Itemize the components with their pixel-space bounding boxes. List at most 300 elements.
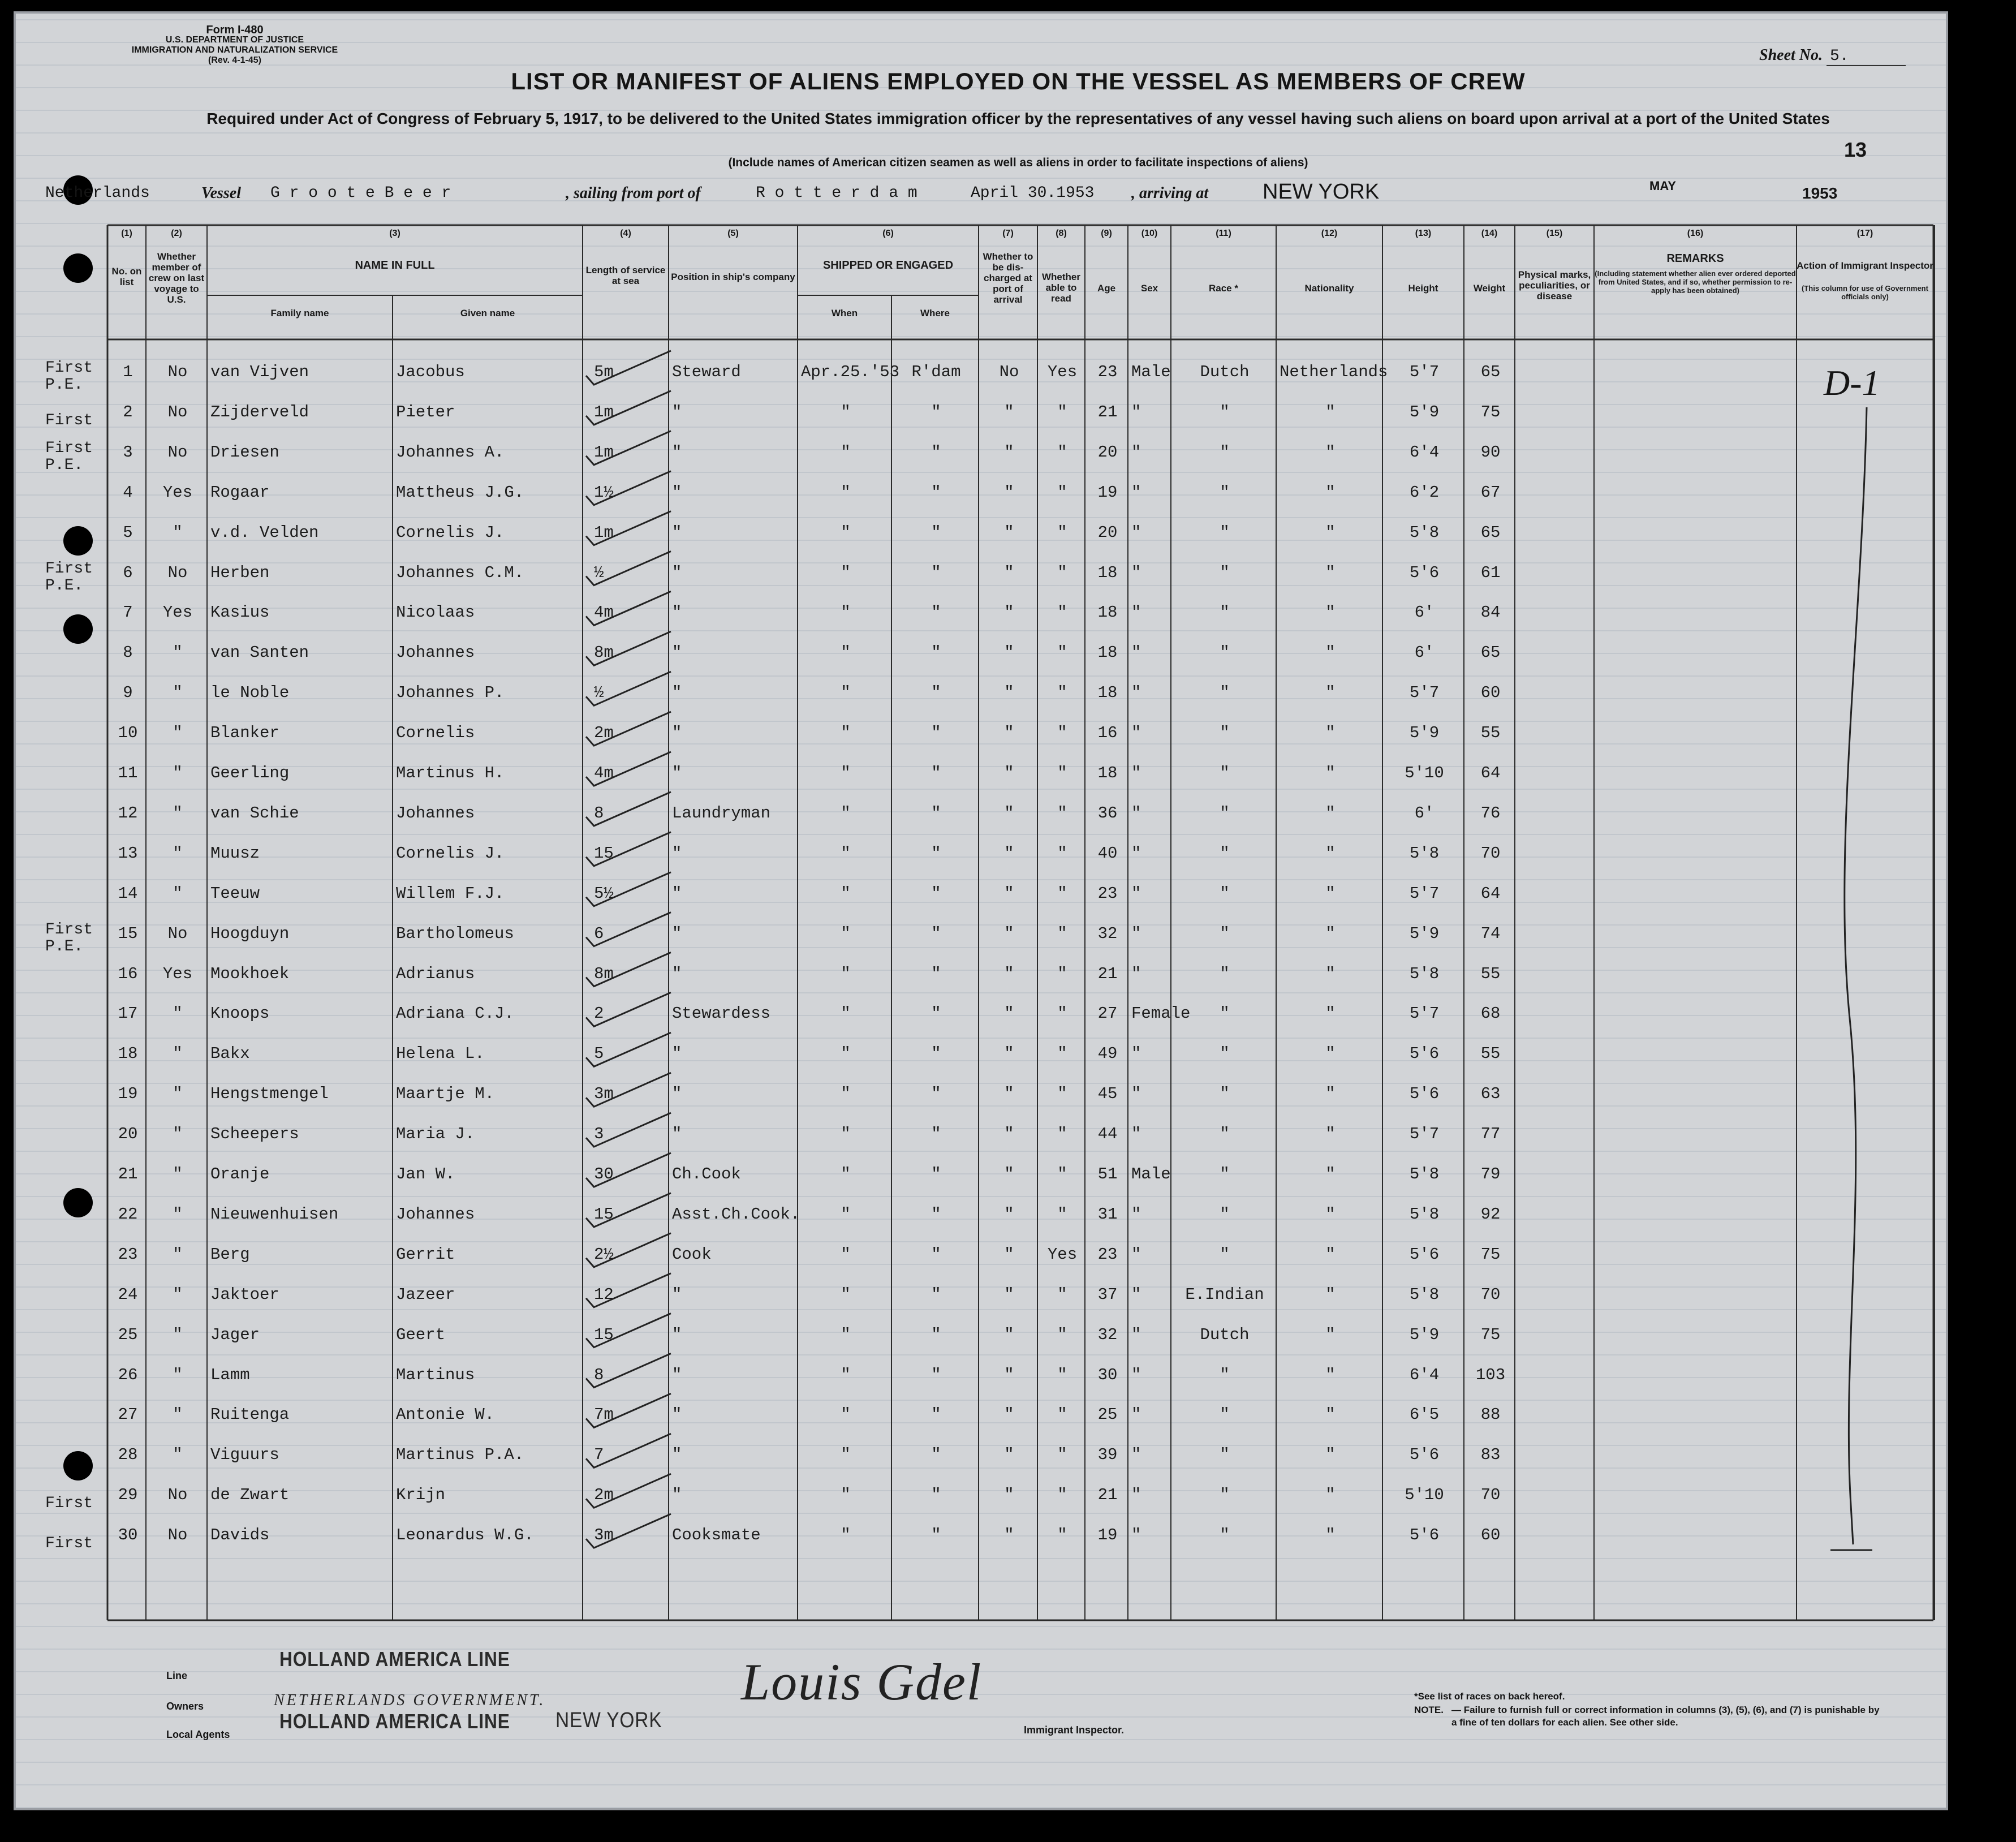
cell-sex: " (1131, 1405, 1141, 1424)
cell-sex: " (1131, 483, 1141, 502)
cell-sex: " (1131, 884, 1141, 903)
cell-member: No (167, 924, 188, 943)
cell-age: 19 (1097, 483, 1118, 502)
cell-when: " (841, 683, 851, 703)
cell-height: 5'7 (1409, 683, 1440, 703)
cell-where: " (931, 643, 941, 662)
cell-length-service: 1m (594, 523, 614, 542)
cell-race: " (1220, 924, 1230, 943)
cell-where: " (931, 523, 941, 542)
cell-family-name: Lamm (210, 1365, 250, 1384)
cell-race: " (1220, 523, 1230, 542)
column-number: (5) (727, 229, 739, 238)
cell-member: No (167, 1526, 188, 1545)
cell-able-to-read: " (1057, 402, 1067, 421)
cell-when: " (841, 603, 851, 622)
column-number: (10) (1141, 229, 1158, 238)
cell-weight: 76 (1480, 803, 1501, 823)
cell-when: " (841, 563, 851, 582)
column-number: (6) (882, 229, 894, 238)
cell-sex: Female (1131, 1004, 1191, 1023)
cell-age: 37 (1097, 1285, 1118, 1304)
cell-position: " (672, 563, 682, 582)
cell-weight: 75 (1480, 1325, 1501, 1344)
cell-sex: " (1131, 683, 1141, 703)
cell-age: 23 (1097, 1245, 1118, 1264)
cell-sex: " (1131, 603, 1141, 622)
column-number: (12) (1321, 229, 1338, 238)
cell-member: No (167, 363, 188, 381)
cell-nationality: " (1325, 603, 1336, 622)
cell-when: " (841, 924, 851, 943)
cell-position: " (672, 1405, 682, 1424)
cell-nationality: " (1325, 1325, 1336, 1344)
cell-race: " (1220, 1365, 1230, 1384)
cell-sex: " (1131, 724, 1141, 743)
cell-given-name: Mattheus J.G. (396, 483, 524, 502)
cell-position: " (672, 683, 682, 703)
cell-given-name: Martinus (396, 1365, 475, 1384)
cell-position: " (672, 1125, 682, 1144)
cell-sex: " (1131, 1044, 1141, 1064)
cell-member: No (167, 1486, 188, 1505)
cell-where: " (931, 1165, 941, 1183)
cell-nationality: " (1325, 764, 1336, 782)
cell-able-to-read: " (1057, 442, 1067, 462)
cell-weight: 61 (1480, 563, 1501, 582)
cell-family-name: v.d. Velden (210, 523, 319, 542)
cell-length-service: 5m (594, 363, 614, 381)
cell-weight: 55 (1480, 964, 1501, 983)
header-age: Age (1097, 283, 1116, 294)
cell-able-to-read: " (1057, 1084, 1067, 1104)
races-note: *See list of races on back hereof. (1414, 1691, 1565, 1702)
include-note: (Include names of American citizen seamen as well as aliens in order to facilitate inspections of aliens) (728, 156, 1308, 169)
cell-no: 1 (123, 363, 133, 381)
cell-given-name: Gerrit (396, 1245, 455, 1264)
header-where: Where (920, 308, 950, 319)
cell-able-to-read: " (1057, 643, 1067, 662)
cell-given-name: Jacobus (396, 363, 465, 381)
cell-family-name: Davids (210, 1526, 270, 1545)
cell-member: " (173, 1325, 183, 1344)
column-number: (2) (171, 229, 182, 238)
cell-length-service: 3m (594, 1084, 614, 1104)
sheet-label: Sheet No. (1759, 46, 1823, 64)
cell-member: " (173, 884, 183, 903)
cell-discharged: " (1004, 1405, 1014, 1424)
cell-no: 6 (123, 563, 133, 582)
cell-nationality: " (1325, 1245, 1336, 1264)
header-shipped-engaged: SHIPPED OR ENGAGED (822, 259, 954, 272)
vessel-label: Vessel (201, 184, 241, 202)
cell-age: 32 (1097, 1325, 1118, 1344)
cell-age: 39 (1097, 1445, 1118, 1465)
cell-race: " (1220, 402, 1230, 421)
cell-height: 5'9 (1409, 402, 1440, 421)
cell-no: 24 (118, 1285, 138, 1304)
header-position: Position in ship's company (671, 272, 795, 282)
cell-sex: " (1131, 1365, 1141, 1384)
cell-length-service: 8m (594, 964, 614, 983)
cell-weight: 79 (1480, 1165, 1501, 1183)
line-value: HOLLAND AMERICA LINE (279, 1647, 510, 1671)
cell-weight: 63 (1480, 1084, 1501, 1104)
cell-family-name: Mookhoek (210, 964, 290, 983)
cell-no: 28 (118, 1445, 138, 1465)
cell-when: " (841, 764, 851, 782)
cell-height: 5'6 (1409, 1044, 1440, 1064)
cell-discharged: " (1004, 884, 1014, 903)
margin-note: First (45, 411, 93, 429)
cell-height: 5'7 (1409, 1004, 1440, 1023)
cell-discharged: " (1004, 643, 1014, 662)
cell-able-to-read: " (1057, 803, 1067, 823)
cell-no: 5 (123, 523, 133, 542)
cell-family-name: Berg (210, 1245, 250, 1264)
cell-where: " (931, 1486, 941, 1505)
cell-discharged: " (1004, 442, 1014, 462)
cell-height: 5'6 (1409, 563, 1440, 582)
cell-age: 30 (1097, 1365, 1118, 1384)
cell-no: 3 (123, 442, 133, 462)
cell-nationality: " (1325, 803, 1336, 823)
cell-able-to-read: " (1057, 683, 1067, 703)
cell-length-service: 2m (594, 1486, 614, 1505)
cell-member: " (173, 1004, 183, 1023)
cell-position: " (672, 964, 682, 983)
cell-length-service: 4m (594, 764, 614, 782)
page-number: 13 (1844, 138, 1867, 161)
cell-age: 45 (1097, 1084, 1118, 1104)
header-height: Height (1408, 283, 1438, 294)
cell-able-to-read: " (1057, 764, 1067, 782)
cell-sex: " (1131, 1445, 1141, 1465)
cell-when: " (841, 724, 851, 743)
cell-family-name: van Santen (210, 643, 309, 662)
cell-race: Dutch (1200, 363, 1250, 381)
cell-position: Cooksmate (672, 1526, 761, 1545)
cell-member: Yes (162, 964, 193, 983)
margin-note: First P.E. (45, 439, 93, 474)
cell-family-name: Bakx (210, 1044, 250, 1064)
cell-member: " (173, 1204, 183, 1224)
cell-sex: Male (1131, 363, 1171, 381)
cell-length-service: ½ (594, 683, 604, 703)
cell-no: 4 (123, 483, 133, 502)
cell-family-name: Knoops (210, 1004, 270, 1023)
cell-length-service: 2½ (594, 1245, 614, 1264)
cell-position: Asst.Ch.Cook. (672, 1204, 800, 1224)
cell-when: " (841, 1204, 851, 1224)
cell-weight: 65 (1480, 523, 1501, 542)
cell-height: 5'9 (1409, 724, 1440, 743)
cell-no: 26 (118, 1365, 138, 1384)
cell-weight: 75 (1480, 402, 1501, 421)
cell-discharged: " (1004, 1044, 1014, 1064)
cell-family-name: Driesen (210, 442, 279, 462)
cell-age: 25 (1097, 1405, 1118, 1424)
cell-able-to-read: " (1057, 603, 1067, 622)
cell-no: 19 (118, 1084, 138, 1104)
cell-position: " (672, 1325, 682, 1344)
column-number: (11) (1216, 229, 1231, 238)
cell-nationality: " (1325, 964, 1336, 983)
cell-age: 18 (1097, 603, 1118, 622)
cell-length-service: 15 (594, 1204, 614, 1224)
cell-height: 6'5 (1409, 1405, 1440, 1424)
cell-nationality: " (1325, 643, 1336, 662)
cell-where: " (931, 483, 941, 502)
cell-age: 40 (1097, 843, 1118, 863)
cell-weight: 65 (1480, 643, 1501, 662)
cell-sex: " (1131, 924, 1141, 943)
cell-family-name: Scheepers (210, 1125, 299, 1144)
cell-weight: 55 (1480, 1044, 1501, 1064)
cell-age: 36 (1097, 803, 1118, 823)
cell-race: " (1220, 1125, 1230, 1144)
cell-member: " (173, 523, 183, 542)
cell-nationality: " (1325, 1084, 1336, 1104)
cell-sex: " (1131, 1084, 1141, 1104)
cell-height: 5'6 (1409, 1084, 1440, 1104)
cell-length-service: 5 (594, 1044, 604, 1064)
cell-family-name: de Zwart (210, 1486, 290, 1505)
vessel-name: G r o o t e B e e r (270, 184, 451, 202)
cell-race: " (1220, 1044, 1230, 1064)
cell-family-name: Rogaar (210, 483, 270, 502)
cell-where: " (931, 683, 941, 703)
cell-race: " (1220, 1405, 1230, 1424)
cell-given-name: Johannes (396, 643, 475, 662)
cell-able-to-read: " (1057, 843, 1067, 863)
cell-given-name: Adriana C.J. (396, 1004, 514, 1023)
cell-length-service: 4m (594, 603, 614, 622)
agents-label: Local Agents (166, 1729, 230, 1740)
cell-nationality: " (1325, 1445, 1336, 1465)
cell-given-name: Johannes P. (396, 683, 505, 703)
cell-sex: " (1131, 1285, 1141, 1304)
cell-able-to-read: " (1057, 1044, 1067, 1064)
column-number: (14) (1481, 229, 1498, 238)
cell-race: " (1220, 643, 1230, 662)
inspector-label: Immigrant Inspector. (1024, 1724, 1125, 1736)
cell-able-to-read: " (1057, 884, 1067, 903)
cell-given-name: Martinus P.A. (396, 1445, 524, 1465)
cell-position: " (672, 1486, 682, 1505)
cell-race: " (1220, 1165, 1230, 1183)
cell-given-name: Helena L. (396, 1044, 485, 1064)
cell-race: " (1220, 1204, 1230, 1224)
cell-race: E.Indian (1185, 1285, 1264, 1304)
cell-length-service: 3 (594, 1125, 604, 1144)
cell-nationality: " (1325, 402, 1336, 421)
cell-height: 5'8 (1409, 1165, 1440, 1183)
cell-age: 18 (1097, 563, 1118, 582)
cell-able-to-read: " (1057, 1526, 1067, 1545)
vessel-flag: Netherlands (45, 184, 150, 202)
cell-position: " (672, 402, 682, 421)
margin-note: First P.E. (45, 560, 93, 595)
cell-weight: 55 (1480, 724, 1501, 743)
cell-sex: " (1131, 1486, 1141, 1505)
cell-member: " (173, 1084, 183, 1104)
cell-given-name: Antonie W. (396, 1405, 495, 1424)
margin-note: First (45, 1495, 93, 1513)
cell-weight: 68 (1480, 1004, 1501, 1023)
cell-where: " (931, 884, 941, 903)
cell-weight: 77 (1480, 1125, 1501, 1144)
cell-discharged: " (1004, 1365, 1014, 1384)
cell-age: 21 (1097, 1486, 1118, 1505)
cell-sex: " (1131, 1526, 1141, 1545)
handwritten-annotation: D-1 (1824, 363, 1880, 403)
cell-position: " (672, 1285, 682, 1304)
departure-port: R o t t e r d a m (756, 184, 917, 202)
cell-race: " (1220, 1486, 1230, 1505)
cell-when: " (841, 1325, 851, 1344)
cell-able-to-read: " (1057, 1445, 1067, 1465)
cell-family-name: Ruitenga (210, 1405, 290, 1424)
cell-given-name: Johannes (396, 803, 475, 823)
cell-weight: 103 (1475, 1365, 1506, 1384)
cell-height: 6' (1414, 643, 1435, 662)
cell-age: 16 (1097, 724, 1118, 743)
cell-no: 12 (118, 803, 138, 823)
cell-when: " (841, 1165, 851, 1183)
cell-able-to-read: " (1057, 1285, 1067, 1304)
cell-when: " (841, 803, 851, 823)
cell-position: " (672, 1365, 682, 1384)
cell-length-service: 1½ (594, 483, 614, 502)
cell-weight: 60 (1480, 1526, 1501, 1545)
cell-position: " (672, 924, 682, 943)
cell-sex: " (1131, 1245, 1141, 1264)
cell-when: " (841, 884, 851, 903)
sheet-value: 5. (1827, 48, 1906, 66)
cell-weight: 67 (1480, 483, 1501, 502)
cell-member: No (167, 563, 188, 582)
cell-no: 16 (118, 964, 138, 983)
cell-weight: 70 (1480, 1486, 1501, 1505)
header-race: Race * (1209, 283, 1238, 294)
cell-sex: " (1131, 764, 1141, 782)
cell-family-name: van Vijven (210, 363, 309, 381)
cell-height: 5'6 (1409, 1245, 1440, 1264)
cell-given-name: Maartje M. (396, 1084, 495, 1104)
cell-height: 6'4 (1409, 1365, 1440, 1384)
owners-value: NETHERLANDS GOVERNMENT. (274, 1692, 546, 1709)
cell-no: 22 (118, 1204, 138, 1224)
cell-age: 21 (1097, 402, 1118, 421)
cell-given-name: Geert (396, 1325, 446, 1344)
header-weight: Weight (1473, 283, 1506, 294)
cell-nationality: Netherlands (1280, 363, 1388, 381)
cell-where: " (931, 803, 941, 823)
cell-family-name: Teeuw (210, 884, 260, 903)
margin-note: First P.E. (45, 359, 93, 394)
cell-age: 44 (1097, 1125, 1118, 1144)
cell-discharged: " (1004, 483, 1014, 502)
agents-city: NEW YORK (555, 1708, 662, 1732)
cell-family-name: Kasius (210, 603, 270, 622)
cell-discharged: " (1004, 1285, 1014, 1304)
cell-nationality: " (1325, 1044, 1336, 1064)
cell-when: " (841, 402, 851, 421)
cell-age: 18 (1097, 683, 1118, 703)
cell-weight: 88 (1480, 1405, 1501, 1424)
cell-height: 5'9 (1409, 924, 1440, 943)
subtitle: Required under Act of Congress of February 5, 1917, to be delivered to the United States immigration officer by the representatives of any vessel having such aliens on board upon arrival at a port of the United States (206, 110, 1830, 127)
cell-position: Steward (672, 363, 741, 381)
cell-no: 11 (118, 764, 138, 782)
cell-height: 6' (1414, 603, 1435, 622)
cell-position: " (672, 643, 682, 662)
cell-where: " (931, 1204, 941, 1224)
cell-where: " (931, 402, 941, 421)
cell-no: 8 (123, 643, 133, 662)
cell-discharged: " (1004, 603, 1014, 622)
cell-height: 5'7 (1409, 884, 1440, 903)
cell-member: " (173, 643, 183, 662)
cell-sex: " (1131, 643, 1141, 662)
margin-note: First (45, 1535, 93, 1553)
cell-sex: Male (1131, 1165, 1171, 1183)
cell-no: 20 (118, 1125, 138, 1144)
cell-where: " (931, 1405, 941, 1424)
cell-when: " (841, 483, 851, 502)
cell-position: " (672, 1044, 682, 1064)
cell-member: " (173, 803, 183, 823)
cell-nationality: " (1325, 483, 1336, 502)
header-physical-marks: Physical marks, peculiarities, or disease (1518, 269, 1591, 302)
cell-weight: 70 (1480, 1285, 1501, 1304)
cell-no: 9 (123, 683, 133, 703)
cell-discharged: " (1004, 1204, 1014, 1224)
cell-discharged: " (1004, 924, 1014, 943)
cell-when: " (841, 442, 851, 462)
column-number: (1) (121, 229, 132, 238)
cell-when: " (841, 1125, 851, 1144)
cell-member: " (173, 724, 183, 743)
cell-able-to-read: " (1057, 1486, 1067, 1505)
cell-race: " (1220, 683, 1230, 703)
cell-no: 10 (118, 724, 138, 743)
cell-family-name: Hoogduyn (210, 924, 290, 943)
cell-height: 6'4 (1409, 442, 1440, 462)
cell-length-service: 1m (594, 442, 614, 462)
cell-nationality: " (1325, 563, 1336, 582)
cell-where: " (931, 442, 941, 462)
cell-age: 51 (1097, 1165, 1118, 1183)
cell-discharged: " (1004, 683, 1014, 703)
cell-when: " (841, 1445, 851, 1465)
cell-length-service: 7 (594, 1445, 604, 1465)
cell-position: " (672, 843, 682, 863)
cell-race: " (1220, 884, 1230, 903)
cell-nationality: " (1325, 843, 1336, 863)
cell-family-name: Herben (210, 563, 270, 582)
cell-when: " (841, 1285, 851, 1304)
cell-discharged: " (1004, 1445, 1014, 1465)
cell-where: " (931, 964, 941, 983)
cell-able-to-read: " (1057, 483, 1067, 502)
cell-discharged: " (1004, 1084, 1014, 1104)
cell-discharged: " (1004, 843, 1014, 863)
cell-race: " (1220, 1445, 1230, 1465)
cell-when: " (841, 843, 851, 863)
cell-length-service: 30 (594, 1165, 614, 1183)
